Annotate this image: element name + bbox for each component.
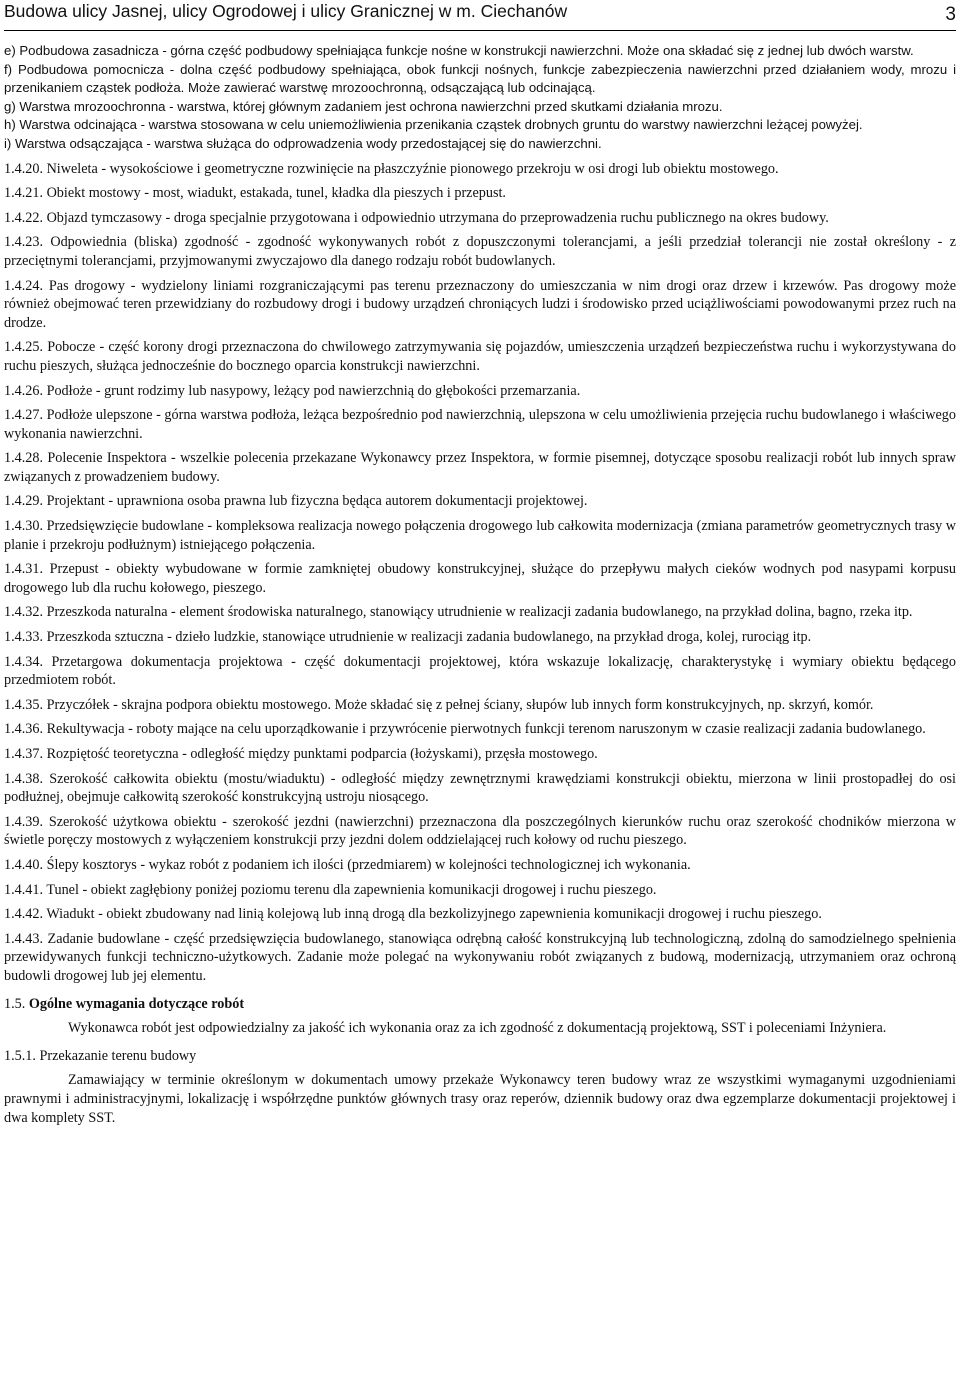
- document-body: [4, 42, 956, 1127]
- definition-item: [4, 184, 956, 203]
- item-number: 1.4.21.: [4, 185, 44, 202]
- item-number: 1.4.22.: [4, 209, 44, 226]
- item-number: 1.4.31.: [4, 561, 44, 578]
- page-header: [4, 0, 956, 31]
- item-number: 1.4.35.: [4, 696, 44, 713]
- definition-item: [4, 338, 956, 375]
- item-number: 1.4.28.: [4, 450, 44, 467]
- item-number: 1.4.42.: [4, 906, 44, 923]
- item-text: Przedsięwzięcie budowlane - kompleksowa realizacja nowego połączenia drogowego lub całkowita modernizacja (zmiana parametrów geometrycznych trasy w planie i przekroju podłużnym) istniejącego połączenia.: [4, 518, 957, 553]
- item-number: 1.4.37.: [4, 746, 44, 762]
- item-number: 1.4.34.: [4, 653, 44, 670]
- definition-item: [4, 560, 956, 597]
- definition-f: f) Podbudowa pomocnicza - dolna część podbudowy spełniająca, obok funkcji nośnych, funkcje zabezpieczenia nawierzchni przed działaniem wody, mrozu i przenikaniem cząstek podłoża. Może zawierać warstwę mrozoochronną, odsączającą lub odcinającą.: [4, 61, 956, 96]
- section-number: 1.5.: [4, 995, 26, 1012]
- item-text: Projektant - uprawniona osoba prawna lub fizyczna będąca autorem dokumentacji projektowej.: [46, 493, 588, 510]
- definition-e: e) Podbudowa zasadnicza - górna część podbudowy spełniająca funkcje nośne w konstrukcji nawierzchni. Może ona składać się z jednej lub dwóch warstw.: [4, 43, 914, 58]
- definition-item: [4, 745, 956, 764]
- item-text: Szerokość całkowita obiektu (mostu/wiaduktu) - odległość między zewnętrznymi krawędziami konstrukcji obiektu, mierzona w linii prostopadłej do osi podłużnej, obejmuje całkowitą szerokość konstrukcyjną ustroju niosącego.: [4, 770, 957, 806]
- item-text: Rozpiętość teoretyczna - odległość między punktami podparcia (łożyskami), przęsła mostowego.: [46, 746, 598, 762]
- definition-item: [4, 770, 956, 807]
- definition-item: [4, 209, 956, 228]
- item-text: Obiekt mostowy - most, wiadukt, estakada, tunel, kładka dla pieszych i przepust.: [46, 185, 506, 202]
- definition-item: [4, 930, 956, 986]
- document-title: Budowa ulicy Jasnej, ulicy Ogrodowej i ulicy Granicznej w m. Ciechanów: [4, 1, 568, 21]
- definition-item: [4, 233, 956, 270]
- section-paragraph: Zamawiający w terminie określonym w dokumentach umowy przekaże Wykonawcy teren budowy wraz ze wszystkimi wymaganymi uzgodnieniami prawnymi i administracyjnymi, lokalizację i współrzędne punktów głównych trasy oraz reperów, dziennik budowy oraz dwa egzemplarze dokumentacji projektowej i dwa komplety SST.: [4, 1072, 956, 1126]
- item-text: Rekultywacja - roboty mające na celu uporządkowanie i przywrócenie pierwotnych funkcji terenom naruszonym w czasie realizacji zadania budowlanego.: [46, 721, 926, 738]
- section-heading-1-5: [4, 995, 956, 1014]
- section-heading-1-5-1: [4, 1047, 956, 1066]
- section-title: Ogólne wymagania dotyczące robót: [28, 995, 245, 1012]
- item-number: 1.4.27.: [4, 407, 44, 424]
- item-number: 1.4.33.: [4, 629, 44, 646]
- definition-item: [4, 406, 956, 443]
- definition-item: [4, 881, 956, 900]
- definition-item: [4, 813, 956, 850]
- item-text: Szerokość użytkowa obiektu - szerokość jezdni (nawierzchni) przeznaczona dla poszczególnych kierunków ruchu oraz szerokość chodników mierzona w świetle poręczy mostowych z wyłączeniem konstrukcji przy jezdni dolem oddzielającej ruch kołowy od ruchu pieszego.: [4, 813, 957, 849]
- item-number: 1.4.20.: [4, 160, 44, 177]
- item-text: Objazd tymczasowy - droga specjalnie przygotowana i odpowiednio utrzymana do przeprowadzenia ruchu publicznego na okres budowy.: [46, 209, 829, 226]
- item-text: Przeszkoda naturalna - element środowiska naturalnego, stanowiący utrudnienie w realizacji zadania budowlanego, na przykład dolina, bagno, rzeka itp.: [46, 604, 913, 621]
- item-text: Pas drogowy - wydzielony liniami rozgraniczającymi pas terenu przeznaczony do umieszczania w nim drogi oraz drzew i krzewów. Pas drogowy może również obejmować teren przewidziany do rozbudowy drogi i budowy urządzeń chroniących ludzi i środowisko przed uciążliwościami powodowanymi przez ruch na drodze.: [4, 277, 956, 331]
- definition-item: [4, 696, 956, 715]
- definition-item: [4, 653, 956, 690]
- item-number: 1.4.38.: [4, 770, 44, 787]
- definition-item: [4, 603, 956, 622]
- definition-item: [4, 382, 956, 401]
- section-number: 1.5.1.: [4, 1047, 36, 1064]
- item-number: 1.4.24.: [4, 277, 44, 294]
- section-title: Przekazanie terenu budowy: [39, 1047, 197, 1064]
- definition-item: [4, 277, 956, 333]
- item-text: Pobocze - część korony drogi przeznaczona do chwilowego zatrzymywania się pojazdów, umieszczenia urządzeń bezpieczeństwa ruchu i wykorzystywana do ruchu pieszych, służąca jednocześnie do bocznego oparcia konstrukcji nawierzchni.: [4, 339, 956, 374]
- item-text: Przepust - obiekty wybudowane w formie zamkniętej obudowy konstrukcyjnej, służące do przepływu małych cieków wodnych pod nasypami korpusu drogowego lub dla ruchu kołowego, pieszego.: [4, 561, 957, 596]
- item-text: Niweleta - wysokościowe i geometryczne rozwinięcie na płaszczyźnie pionowego przekroju w osi drogi lub obiektu mostowego.: [46, 160, 779, 177]
- definition-item: [4, 856, 956, 875]
- definition-g: g) Warstwa mrozoochronna - warstwa, której głównym zadaniem jest ochrona nawierzchni przed skutkami działania mrozu.: [4, 98, 723, 114]
- item-text: Tunel - obiekt zagłębiony poniżej poziomu terenu dla zapewnienia komunikacji drogowej i ruchu pieszego.: [46, 881, 657, 898]
- item-number: 1.4.36.: [4, 721, 44, 738]
- definition-item: [4, 628, 956, 647]
- page-number: 3: [945, 4, 956, 25]
- item-text: Podłoże ulepszone - górna warstwa podłoża, leżąca bezpośrednio pod nawierzchnią, ulepszona w celu umożliwienia przejęcia ruchu budowlanego i właściwego wykonania nawierzchni.: [4, 407, 956, 442]
- definition-item: [4, 905, 956, 924]
- item-text: Odpowiednia (bliska) zgodność - zgodność wykonywanych robót z dopuszczonymi tolerancjami, a jeśli przedział tolerancji nie został określony - z przeciętnymi tolerancjami, przyjmowanymi zwyczajowo dla danego rodzaju robót budowlanych.: [4, 234, 957, 269]
- item-text: Przyczółek - skrajna podpora obiektu mostowego. Może składać się z pełnej ściany, słupów lub innych form konstrukcyjnych, np. skrzyń, komór.: [46, 696, 874, 713]
- item-number: 1.4.30.: [4, 518, 44, 535]
- item-text: Podłoże - grunt rodzimy lub nasypowy, leżący pod nawierzchnią do głębokości przemarzania.: [46, 382, 581, 399]
- item-text: Wiadukt - obiekt zbudowany nad linią kolejową lub inną drogą dla bezkolizyjnego zapewnienia komunikacji drogowej i ruchu pieszego.: [46, 906, 822, 923]
- definition-item: [4, 517, 956, 554]
- definition-item: [4, 720, 956, 739]
- definition-h: h) Warstwa odcinająca - warstwa stosowana w celu uniemożliwienia przenikania cząstek drobnych gruntu do warstwy nawierzchni leżącej powyżej.: [4, 117, 863, 133]
- definition-item: [4, 492, 956, 511]
- item-number: 1.4.41.: [4, 881, 44, 898]
- item-text: Przetargowa dokumentacja projektowa - część dokumentacji projektowej, która wskazuje lokalizację, charakterystykę i wymiary obiektu będącego przedmiotem robót.: [4, 653, 956, 689]
- definition-item: [4, 160, 956, 179]
- item-text: Ślepy kosztorys - wykaz robót z podaniem ich ilości (przedmiarem) w kolejności technologicznej ich wykonania.: [46, 856, 691, 873]
- item-number: 1.4.26.: [4, 382, 44, 399]
- item-number: 1.4.25.: [4, 339, 44, 356]
- definition-i: i) Warstwa odsączająca - warstwa służąca do odprowadzenia wody przedostającej się do nawierzchni.: [4, 135, 602, 151]
- section-paragraph: Wykonawca robót jest odpowiedzialny za jakość ich wykonania oraz za ich zgodność z dokumentacją projektową, SST i poleceniami Inżyniera.: [68, 1020, 887, 1037]
- item-text: Zadanie budowlane - część przedsięwzięcia budowlanego, stanowiąca odrębną całość konstrukcyjną lub technologiczną, zdolną do samodzielnego spełnienia przewidywanych funkcji techniczno-użytkowych. Zadanie może polegać na wykonywaniu robót związanych z budową, modernizacją, utrzymaniem oraz ochroną budowli drogowej lub jej elementu.: [4, 930, 956, 984]
- definition-list: [4, 160, 956, 986]
- item-text: Przeszkoda sztuczna - dzieło ludzkie, stanowiące utrudnienie w realizacji zadania budowlanego, na przykład droga, kolej, rurociąg itp.: [46, 629, 812, 646]
- item-number: 1.4.40.: [4, 856, 44, 873]
- item-number: 1.4.29.: [4, 493, 44, 510]
- item-text: Polecenie Inspektora - wszelkie polecenia przekazane Wykonawcy przez Inspektora, w formie pisemnej, dotyczące sposobu realizacji robót lub innych spraw związanych z prowadzeniem budowy.: [4, 450, 956, 485]
- item-number: 1.4.32.: [4, 604, 44, 621]
- item-number: 1.4.43.: [4, 930, 44, 947]
- item-number: 1.4.23.: [4, 234, 44, 251]
- definition-item: [4, 449, 956, 486]
- item-number: 1.4.39.: [4, 813, 44, 830]
